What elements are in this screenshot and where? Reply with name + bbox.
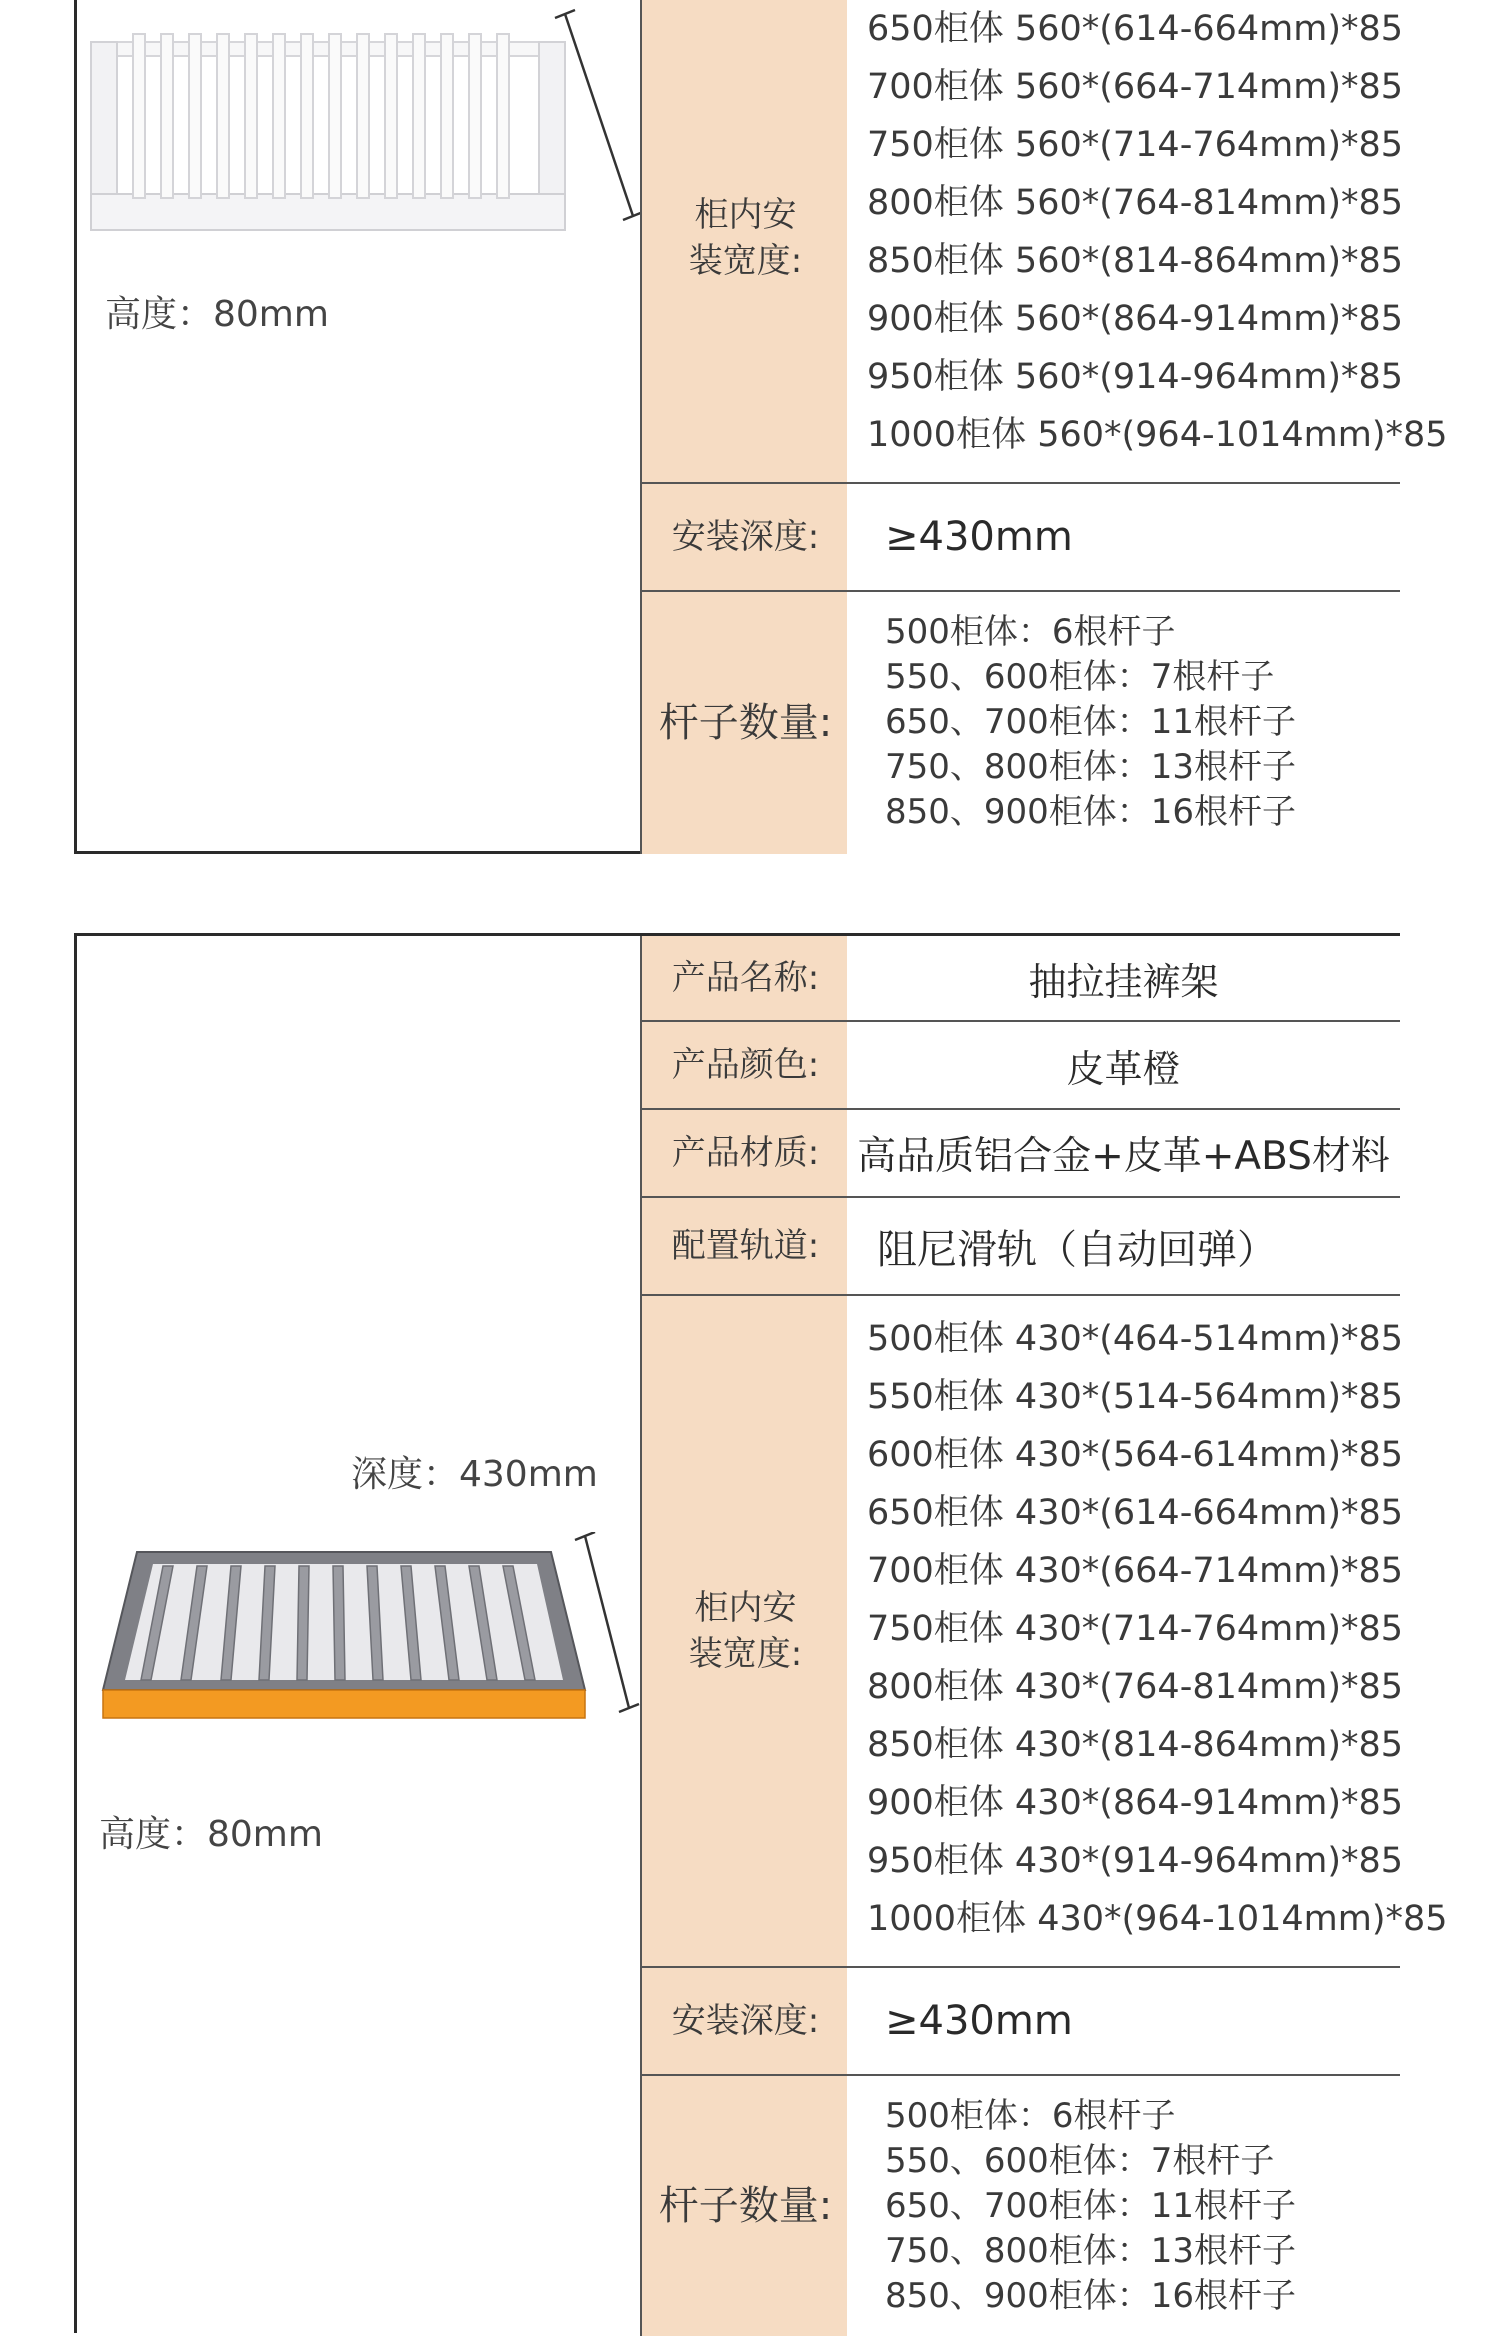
height-dimension-text: 高度：80mm: [99, 1814, 323, 1855]
white-pants-rack-image: [83, 0, 643, 254]
install-width-row: [640, 1296, 1448, 1968]
rail-config-label: 配置轨道:: [640, 1198, 849, 1294]
install-width-label: 柜内安装宽度:: [640, 0, 849, 482]
width-item: 900柜体 560*(864-914mm)*85: [867, 299, 1404, 339]
rod-item: 850、900柜体：16根杆子: [885, 792, 1297, 832]
product-color-row: [640, 1022, 1400, 1110]
rail-config-row: [640, 1198, 1400, 1296]
rod-count-label: 杆子数量:: [640, 2076, 849, 2336]
install-depth-label: 安装深度:: [640, 484, 849, 590]
install-depth-value: ≥430mm: [847, 1968, 1400, 2074]
width-item: 550柜体 430*(514-564mm)*85: [867, 1377, 1404, 1417]
rod-count-row: [640, 592, 1400, 854]
product-image-pane: [77, 0, 640, 851]
width-item: 500柜体 430*(464-514mm)*85: [867, 1319, 1404, 1359]
install-depth-label: 安装深度:: [640, 1968, 849, 2074]
rod-item: 650、700柜体：11根杆子: [885, 702, 1297, 742]
spec-table: [640, 936, 1448, 2333]
width-item: 800柜体 430*(764-814mm)*85: [867, 1667, 1404, 1707]
rod-item: 500柜体：6根杆子: [885, 612, 1176, 652]
depth-dimension-text: 深度：430mm: [351, 1454, 598, 1495]
width-item: 650柜体 560*(614-664mm)*85: [867, 9, 1404, 49]
rod-item: 750、800柜体：13根杆子: [885, 747, 1297, 787]
width-item: 600柜体 430*(564-614mm)*85: [867, 1435, 1404, 1475]
width-item: 750柜体 560*(714-764mm)*85: [867, 125, 1404, 165]
rod-count-list: [847, 2076, 1400, 2336]
product-material-label: 产品材质:: [640, 1110, 849, 1196]
width-item: 650柜体 430*(614-664mm)*85: [867, 1493, 1404, 1533]
width-item: 900柜体 430*(864-914mm)*85: [867, 1783, 1404, 1823]
spec-table: [640, 0, 1448, 851]
width-item: 750柜体 430*(714-764mm)*85: [867, 1609, 1404, 1649]
install-width-row: [640, 0, 1448, 484]
width-item: 800柜体 560*(764-814mm)*85: [867, 183, 1404, 223]
rail-config-value: 阻尼滑轨（自动回弹）: [847, 1198, 1400, 1294]
install-width-list: [847, 1296, 1448, 1966]
product-color-label: 产品颜色:: [640, 1022, 849, 1108]
product-name-value: 抽拉挂裤架: [847, 936, 1400, 1020]
spec-card-white: [74, 0, 1448, 854]
width-item: 950柜体 560*(914-964mm)*85: [867, 357, 1404, 397]
rod-item: 550、600柜体：7根杆子: [885, 2141, 1275, 2181]
install-depth-row: [640, 1968, 1400, 2076]
product-material-row: [640, 1110, 1400, 1198]
rod-item: 750、800柜体：13根杆子: [885, 2231, 1297, 2271]
orange-pants-rack-image: [97, 1532, 657, 1732]
width-item: 1000柜体 430*(964-1014mm)*85: [867, 1899, 1448, 1939]
product-image-pane: [77, 936, 640, 2333]
install-depth-value: ≥430mm: [847, 484, 1400, 590]
rod-count-list: [847, 592, 1400, 854]
product-name-label: 产品名称:: [640, 936, 849, 1020]
install-depth-row: [640, 484, 1400, 592]
install-width-label: 柜内安装宽度:: [640, 1296, 849, 1966]
spec-card-orange: [74, 933, 1448, 2333]
width-item: 1000柜体 560*(964-1014mm)*85: [867, 415, 1448, 455]
rod-item: 650、700柜体：11根杆子: [885, 2186, 1297, 2226]
width-item: 700柜体 560*(664-714mm)*85: [867, 67, 1404, 107]
product-name-row: [640, 936, 1400, 1022]
install-width-list: [847, 0, 1448, 482]
height-dimension-text: 高度：80mm: [105, 294, 329, 335]
rod-count-label: 杆子数量:: [640, 592, 849, 854]
width-item: 700柜体 430*(664-714mm)*85: [867, 1551, 1404, 1591]
width-item: 850柜体 560*(814-864mm)*85: [867, 241, 1404, 281]
rod-item: 500柜体：6根杆子: [885, 2096, 1176, 2136]
width-item: 950柜体 430*(914-964mm)*85: [867, 1841, 1404, 1881]
rod-item: 550、600柜体：7根杆子: [885, 657, 1275, 697]
rod-item: 850、900柜体：16根杆子: [885, 2276, 1297, 2316]
width-item: 850柜体 430*(814-864mm)*85: [867, 1725, 1404, 1765]
product-material-value: 高品质铝合金+皮革+ABS材料: [847, 1110, 1400, 1196]
product-color-value: 皮革橙: [847, 1022, 1400, 1108]
rod-count-row: [640, 2076, 1400, 2336]
